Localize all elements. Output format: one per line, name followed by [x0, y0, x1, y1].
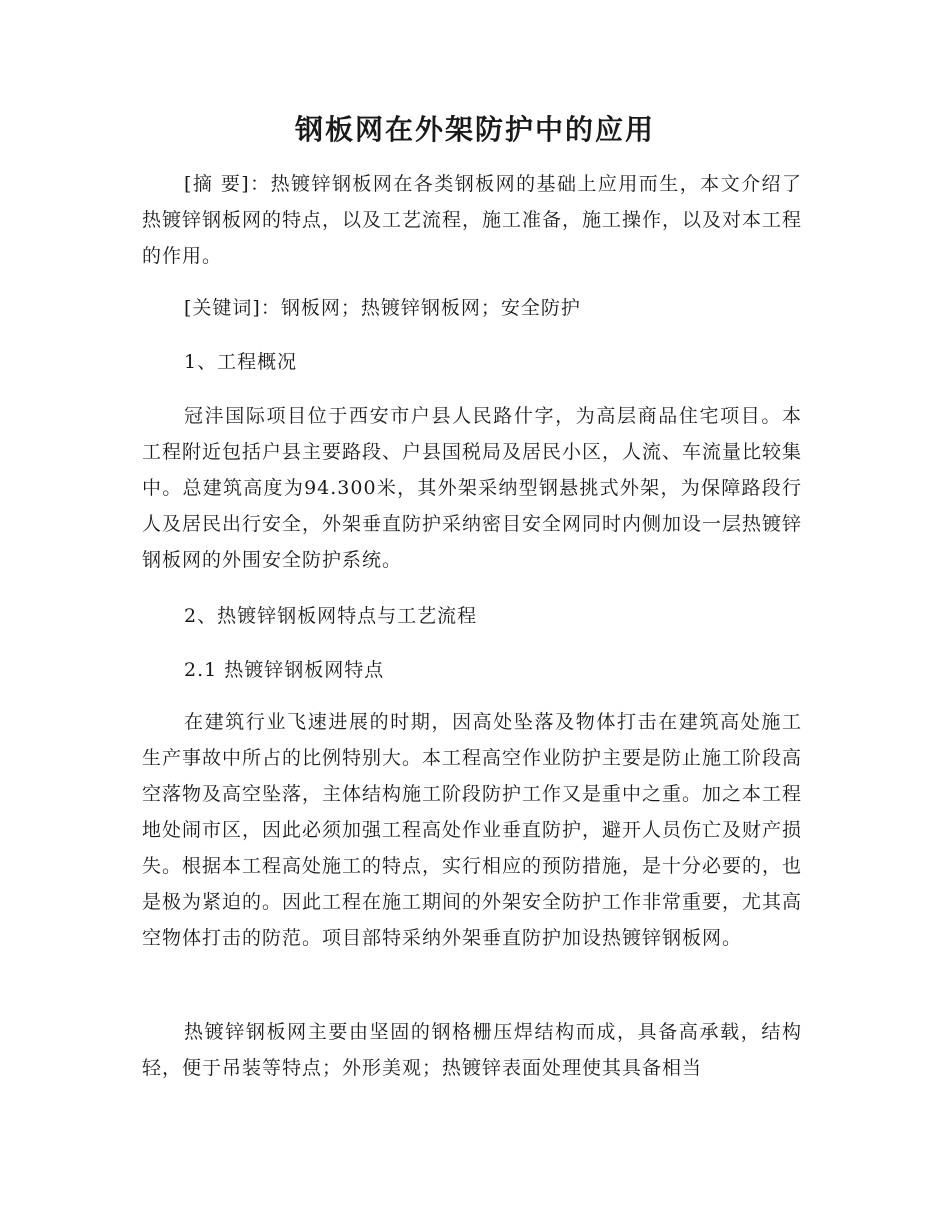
section-1-heading: 1、工程概况 — [184, 351, 298, 373]
document-title: 钢板网在外架防护中的应用 — [294, 113, 655, 146]
section-2-1-heading: 2.1 热镀锌钢板网特点 — [184, 659, 385, 681]
abstract-paragraph: [摘 要]：热镀锌钢板网在各类钢板网的基础上应用而生，本文介绍了热镀锌钢板网的特点，以及工艺流程，施工准备，施工操作，以及对本工程的作用。 — [142, 173, 803, 267]
section-2-heading: 2、热镀锌钢板网特点与工艺流程 — [184, 605, 478, 627]
section-1-paragraph: 冠沣国际项目位于西安市户县人民路什字，为高层商品住宅项目。本工程附近包括户县主要路段、户县国税局及居民小区，人流、车流量比较集中。总建筑高度为94.300米，其外架采纳型钢悬挑式外架，为保障路段行人及居民出行安全，外架垂直防护采纳密目安全网同时内侧加设一层热镀锌钢板网的外围安全防护系统。 — [142, 405, 803, 571]
section-2-1-paragraph: 在建筑行业飞速进展的时期，因高处坠落及物体打击在建筑高处施工生产事故中所占的比例特别大。本工程高空作业防护主要是防止施工阶段高空落物及高空坠落，主体结构施工阶段防护工作又是重中之重。加之本工程地处闹市区，因此必须加强工程高处作业垂直防护，避开人员伤亡及财产损失。根据本工程高处施工的特点，实行相应的预防措施，是十分必要的，也是极为紧迫的。因此工程在施工期间的外架安全防护工作非常重要，尤其高空物体打击的防范。项目部特采纳外架垂直防护加设热镀锌钢板网。 — [142, 711, 803, 949]
section-2-1-paragraph-2: 热镀锌钢板网主要由坚固的钢格栅压焊结构而成，具备高承载，结构轻，便于吊装等特点；外形美观；热镀锌表面处理使其具备相当 — [142, 1021, 802, 1079]
keywords-paragraph: [关键词]：钢板网；热镀锌钢板网；安全防护 — [184, 297, 581, 319]
